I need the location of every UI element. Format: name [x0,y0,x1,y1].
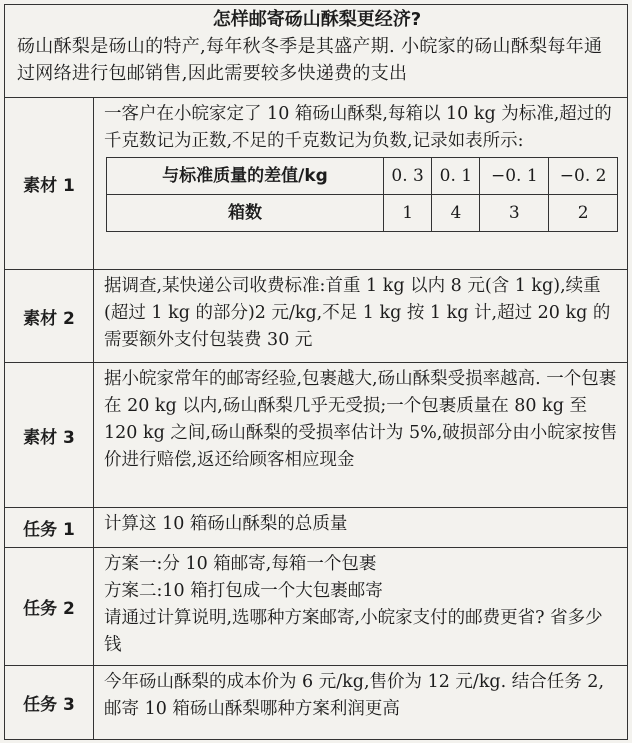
row-label: 素材 2 [5,270,94,362]
row-content [94,98,627,269]
table-cell: 0. 3 [384,158,432,195]
table-header-diff: 与标准质量的差值/kg [107,158,384,195]
material-1-text: 一客户在小皖家定了 10 箱砀山酥梨,每箱以 10 kg 为标准,超过的千克数记为正数,不足的千克数记为负数,记录如表所示: [104,104,612,151]
row-task-2 [5,548,627,666]
weight-diff-table [106,157,618,232]
intro-text: 砀山酥梨是砀山的特产,每年秋冬季是其盛产期. 小皖家的砀山酥梨每年通过网络进行包邮销售,因此需要较多快递费的支出 [17,36,603,84]
task-2-question: 请通过计算说明,选哪种方案邮寄,小皖家支付的邮费更省? 省多少钱 [104,608,603,655]
table-cell: 4 [432,195,480,232]
table-row [107,158,618,195]
plan-one-text: 方案一:分 10 箱邮寄,每箱一个包裹 [104,554,377,574]
task-3-text: 今年砀山酥梨的成本价为 6 元/kg,售价为 12 元/kg. 结合任务 2,邮寄 10 箱砀山酥梨哪种方案利润更高 [104,672,605,719]
task-2-content [94,548,627,665]
row-material-3 [5,363,627,508]
row-material-2 [5,270,627,363]
table-cell: −0. 1 [480,158,549,195]
row-label: 任务 1 [5,508,94,547]
row-label: 任务 2 [5,548,94,665]
table-cell: 1 [384,195,432,232]
material-2-text: 据调查,某快递公司收费标准:首重 1 kg 以内 8 元(含 1 kg),续重(超过 1 kg 的部分)2 元/kg,不足 1 kg 按 1 kg 计,超过 20 kg 的需要额外支付包装费 30 元 [104,276,611,350]
row-label: 任务 3 [5,666,94,739]
page-title: 怎样邮寄砀山酥梨更经济? [212,9,422,30]
row-task-1 [5,508,627,548]
problem-sheet [4,4,628,740]
table-cell: 3 [480,195,549,232]
row-material-1 [5,98,627,270]
table-cell: 2 [549,195,618,232]
plan-two-text: 方案二:10 箱打包成一个大包裹邮寄 [104,581,383,601]
material-3-text: 据小皖家常年的邮寄经验,包裹越大,砀山酥梨受损率越高. 一个包裹在 20 kg 以内,砀山酥梨几乎无受损;一个包裹质量在 80 kg 至 120 kg 之间,砀山酥梨的受损率估计为 5%,破损部分由小皖家按售价进行赔偿,返还给顾客相应现金 [104,369,618,470]
row-task-3 [5,666,627,739]
header [5,5,627,98]
table-header-count: 箱数 [107,195,384,232]
task-1-text: 计算这 10 箱砀山酥梨的总质量 [104,514,348,534]
table-cell: 0. 1 [432,158,480,195]
row-label: 素材 3 [5,363,94,507]
row-label: 素材 1 [5,98,94,269]
table-cell: −0. 2 [549,158,618,195]
table-row [107,195,618,232]
